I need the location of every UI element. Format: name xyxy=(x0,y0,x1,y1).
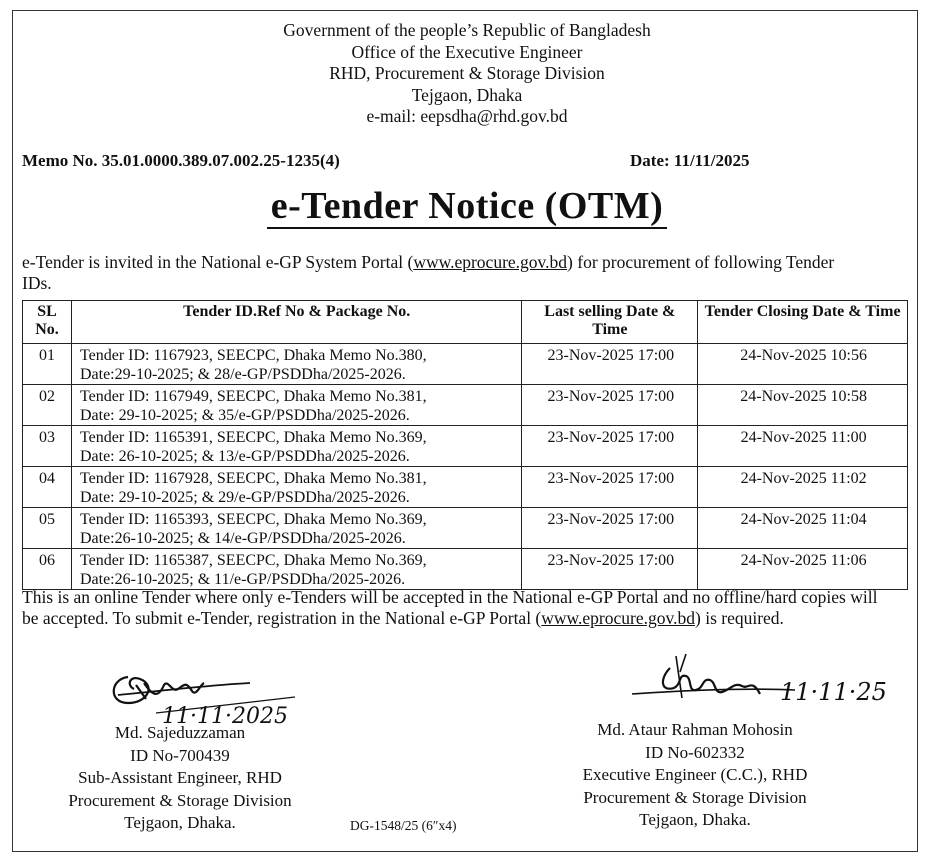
table-row xyxy=(23,549,908,590)
row-ref-line1: Tender ID: 1165393, SEECPC, Dhaka Memo No.369, xyxy=(79,511,427,528)
row-ref xyxy=(71,467,521,508)
signatory-right-name: Md. Ataur Rahman Mohosin xyxy=(597,720,793,739)
row-ref xyxy=(71,344,521,385)
row-sl: 04 xyxy=(23,467,72,508)
signatory-right-id: ID No-602332 xyxy=(645,742,745,762)
intro-portal-link[interactable]: www.eprocure.gov.bd xyxy=(413,252,568,272)
row-ref xyxy=(71,508,521,549)
tender-table xyxy=(22,300,908,590)
print-code: DG-1548/25 (6″x4) xyxy=(350,818,457,833)
row-ref xyxy=(71,385,521,426)
row-closing: 24-Nov-2025 11:02 xyxy=(698,467,908,508)
intro-text-before: e-Tender is invited in the National e-GP System Portal ( xyxy=(22,252,414,272)
header-email: e-mail: eepsdha@rhd.gov.bd xyxy=(366,106,568,126)
table-header-row xyxy=(23,301,908,344)
signature-left-image xyxy=(100,655,310,729)
signatory-right-division: Procurement & Storage Division xyxy=(583,787,807,807)
memo-date: Date: 11/11/2025 xyxy=(630,151,750,170)
header-block xyxy=(0,20,934,128)
row-sl: 06 xyxy=(23,549,72,590)
intro-text-after: ) for procurement of following Tender IDs. xyxy=(22,252,835,293)
row-ref xyxy=(71,549,521,590)
row-ref-line2: Date: 29-10-2025; & 35/e-GP/PSDDha/2025-2026. xyxy=(79,407,410,424)
signatory-left xyxy=(20,722,340,835)
footer-paragraph xyxy=(22,587,882,629)
row-sl: 05 xyxy=(23,508,72,549)
row-selling: 23-Nov-2025 17:00 xyxy=(522,467,698,508)
signatory-left-id: ID No-700439 xyxy=(130,745,230,765)
row-closing: 24-Nov-2025 10:58 xyxy=(698,385,908,426)
row-sl: 03 xyxy=(23,426,72,467)
signatory-left-name: Md. Sajeduzzaman xyxy=(114,723,246,742)
footer-text-after: ) is required. xyxy=(695,608,784,628)
table-row xyxy=(23,467,908,508)
row-ref-line1: Tender ID: 1167949, SEECPC, Dhaka Memo No.381, xyxy=(79,388,427,405)
row-ref-line1: Tender ID: 1165391, SEECPC, Dhaka Memo No.369, xyxy=(79,429,427,446)
intro-paragraph xyxy=(22,252,862,294)
row-ref-line1: Tender ID: 1165387, SEECPC, Dhaka Memo No.369, xyxy=(79,552,427,569)
header-office: Office of the Executive Engineer xyxy=(351,41,583,62)
table-row xyxy=(23,426,908,467)
row-ref xyxy=(71,426,521,467)
row-ref-line1: Tender ID: 1167923, SEECPC, Dhaka Memo No.380, xyxy=(79,347,427,364)
header-division: RHD, Procurement & Storage Division xyxy=(329,63,605,83)
header-ref: Tender ID.Ref No & Package No. xyxy=(71,301,521,344)
row-ref-line2: Date:26-10-2025; & 11/e-GP/PSDDha/2025-2026. xyxy=(79,571,406,588)
header-selling: Last selling Date & Time xyxy=(522,301,698,344)
signature-right-image xyxy=(630,648,900,718)
signatory-right xyxy=(530,719,860,832)
footer-portal-link[interactable]: www.eprocure.gov.bd xyxy=(541,608,695,628)
header-closing: Tender Closing Date & Time xyxy=(698,301,908,344)
signatory-right-location: Tejgaon, Dhaka. xyxy=(639,810,751,829)
signatory-right-designation: Executive Engineer (C.C.), RHD xyxy=(582,765,808,784)
row-selling: 23-Nov-2025 17:00 xyxy=(522,508,698,549)
row-ref-line2: Date:26-10-2025; & 14/e-GP/PSDDha/2025-2026. xyxy=(79,530,406,547)
table-row xyxy=(23,385,908,426)
title-text: e-Tender Notice (OTM) xyxy=(267,185,668,229)
signature-right-date: 11·11·25 xyxy=(780,678,887,706)
row-ref-line2: Date:29-10-2025; & 28/e-GP/PSDDha/2025-2026. xyxy=(79,366,406,383)
row-sl: 02 xyxy=(23,385,72,426)
row-selling: 23-Nov-2025 17:00 xyxy=(522,426,698,467)
table-row xyxy=(23,508,908,549)
signature-left-date: 11·11·2025 xyxy=(162,704,288,729)
row-selling: 23-Nov-2025 17:00 xyxy=(522,549,698,590)
row-ref-line2: Date: 26-10-2025; & 13/e-GP/PSDDha/2025-2026. xyxy=(79,448,410,465)
row-ref-line1: Tender ID: 1167928, SEECPC, Dhaka Memo No.381, xyxy=(79,470,427,487)
row-selling: 23-Nov-2025 17:00 xyxy=(522,344,698,385)
signatory-left-designation: Sub-Assistant Engineer, RHD xyxy=(78,768,282,787)
signatory-left-location: Tejgaon, Dhaka. xyxy=(124,813,236,832)
signatory-left-division: Procurement & Storage Division xyxy=(68,790,292,810)
header-location: Tejgaon, Dhaka xyxy=(411,84,523,105)
row-closing: 24-Nov-2025 11:06 xyxy=(698,549,908,590)
header-sl: SL No. xyxy=(23,301,72,344)
page-title xyxy=(0,184,934,228)
row-sl: 01 xyxy=(23,344,72,385)
memo-number: Memo No. 35.01.0000.389.07.002.25-1235(4) xyxy=(22,151,340,170)
footer-text-before: This is an online Tender where only e-Tenders will be accepted in the National e-GP Portal and no offline/hard copies will be accepted. To submit e-Tender, registration in the National e-GP Portal ( xyxy=(22,587,878,628)
row-closing: 24-Nov-2025 11:00 xyxy=(698,426,908,467)
header-government: Government of the people’s Republic of Bangladesh xyxy=(283,20,651,40)
row-closing: 24-Nov-2025 10:56 xyxy=(698,344,908,385)
row-closing: 24-Nov-2025 11:04 xyxy=(698,508,908,549)
row-ref-line2: Date: 29-10-2025; & 29/e-GP/PSDDha/2025-2026. xyxy=(79,489,410,506)
table-row xyxy=(23,344,908,385)
row-selling: 23-Nov-2025 17:00 xyxy=(522,385,698,426)
